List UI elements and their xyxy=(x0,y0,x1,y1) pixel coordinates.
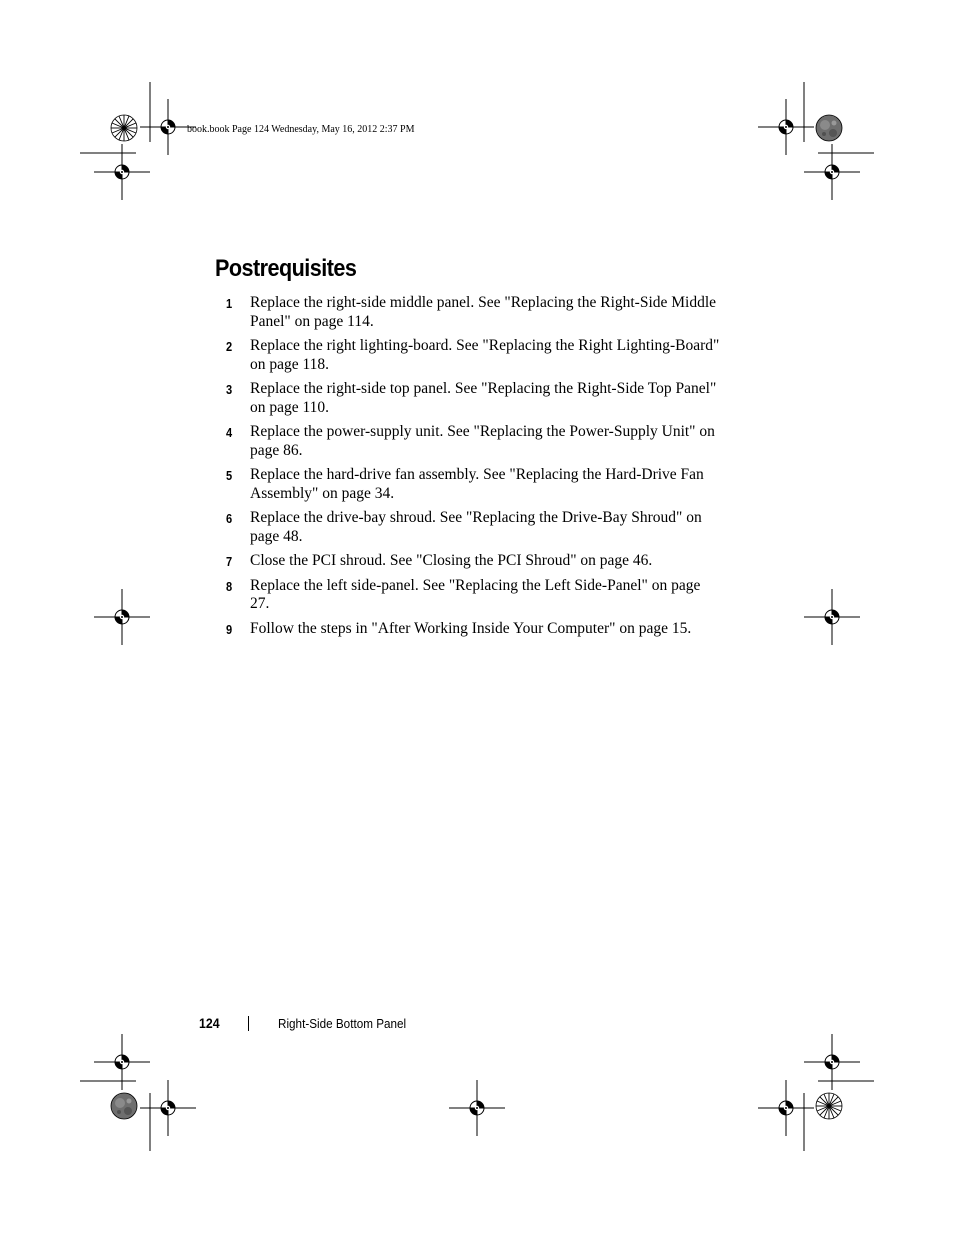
step-number: 8 xyxy=(226,578,233,594)
step-number: 2 xyxy=(226,339,233,354)
step-text: Replace the left side-panel. See "Replacing the Left Side-Panel" on page 27. xyxy=(250,576,701,612)
step-item xyxy=(222,466,722,503)
step-text: Close the PCI shroud. See "Closing the PCI Shroud" on page 46. xyxy=(250,552,653,569)
print-slug: book.book Page 124 Wednesday, May 16, 2012 2:37 PM xyxy=(187,124,415,135)
page-number: 124 xyxy=(199,1015,220,1031)
steps-list xyxy=(222,294,722,638)
step-text: Replace the right-side middle panel. See "Replacing the Right-Side Middle Panel" on page 114. xyxy=(250,294,717,330)
step-item xyxy=(222,577,722,614)
step-number: 7 xyxy=(226,554,233,569)
step-number: 6 xyxy=(226,511,233,526)
step-item xyxy=(222,509,722,546)
step-number: 5 xyxy=(226,468,233,483)
step-item xyxy=(222,337,722,374)
step-item xyxy=(222,552,722,571)
step-item xyxy=(222,620,722,639)
step-text: Follow the steps in "After Working Inside Your Computer" on page 15. xyxy=(250,619,692,637)
step-number: 1 xyxy=(226,296,233,311)
step-number: 3 xyxy=(226,382,233,397)
footer-divider xyxy=(248,1016,249,1031)
step-text: Replace the power-supply unit. See "Replacing the Power-Supply Unit" on page 86. xyxy=(250,423,715,459)
step-number: 4 xyxy=(226,425,233,440)
step-number: 9 xyxy=(226,621,233,637)
section-title: Postrequisites xyxy=(215,255,357,282)
step-text: Replace the right lighting-board. See "Replacing the Right Lighting-Board" on page 118. xyxy=(250,337,720,373)
chapter-title: Right-Side Bottom Panel xyxy=(278,1016,407,1031)
step-item xyxy=(222,294,722,331)
step-text: Replace the right-side top panel. See "Replacing the Right-Side Top Panel" on page 110. xyxy=(250,380,717,416)
step-text: Replace the hard-drive fan assembly. See "Replacing the Hard-Drive Fan Assembly" on page 34. xyxy=(250,466,704,502)
step-text: Replace the drive-bay shroud. See "Replacing the Drive-Bay Shroud" on page 48. xyxy=(250,509,702,545)
step-item xyxy=(222,423,722,460)
step-item xyxy=(222,380,722,417)
